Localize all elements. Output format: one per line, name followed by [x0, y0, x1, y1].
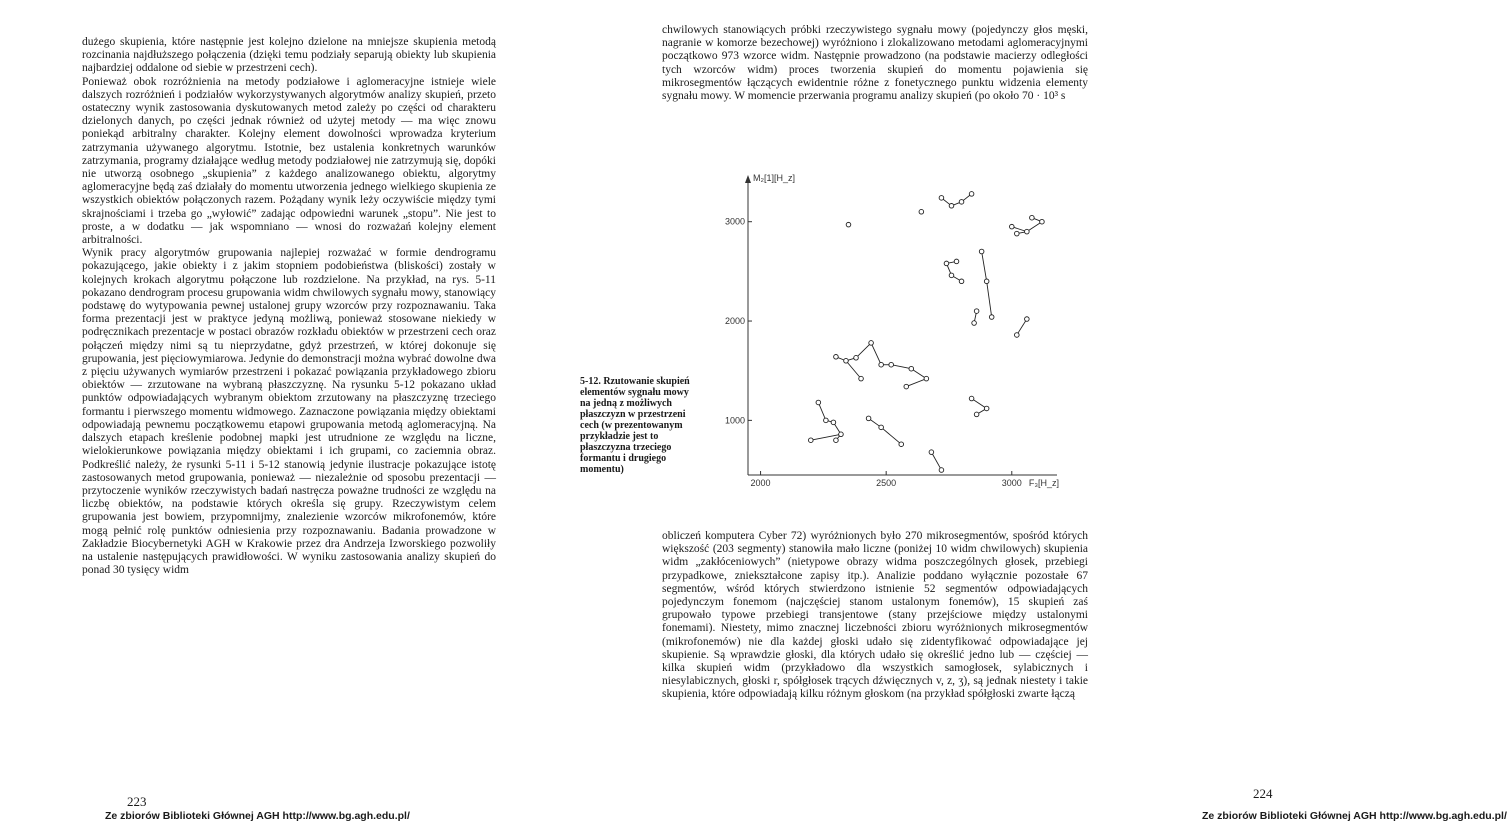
- scatter-figure: [712, 165, 1072, 490]
- data-point: [1030, 215, 1035, 220]
- data-point: [972, 321, 977, 326]
- data-point: [974, 412, 979, 417]
- right-page-number: 224: [1253, 786, 1273, 801]
- data-point: [1025, 229, 1030, 234]
- data-point: [954, 259, 959, 264]
- left-page-number: 223: [127, 794, 147, 809]
- data-point: [824, 418, 829, 423]
- x-tick-label: 2500: [876, 478, 897, 488]
- right-page-top-text: [662, 24, 1088, 103]
- cluster-edges: [811, 194, 1042, 470]
- cluster-link: [931, 452, 941, 470]
- data-point: [889, 362, 894, 367]
- right-page-bottom-text: [662, 530, 1088, 702]
- data-point: [1025, 317, 1030, 322]
- left-page-text: [82, 36, 496, 577]
- data-point: [959, 279, 964, 284]
- data-point: [944, 261, 949, 266]
- data-point: [924, 376, 929, 381]
- data-point: [904, 384, 909, 389]
- data-point: [869, 341, 874, 346]
- cluster-link: [881, 427, 901, 444]
- cluster-link: [846, 361, 861, 379]
- data-point: [1009, 224, 1014, 229]
- y-tick-label: 3000: [724, 216, 745, 227]
- cluster-link: [856, 343, 871, 358]
- data-point: [929, 450, 934, 455]
- data-point: [949, 204, 954, 209]
- x-tick-label: 3000: [1001, 478, 1022, 488]
- right-page-footer: Ze zbiorów Biblioteki Głównej AGH http://www.bg.agh.edu.pl/: [1202, 810, 1507, 822]
- data-point: [866, 416, 871, 421]
- x-tick-label: 2000: [750, 478, 771, 488]
- left-paragraph-3: Wynik pracy algorytmów grupowania najlepiej rozważać w formie dendrogramu pokazującego, jakie obiekty i z jakim stopniem podobieństwa (bliskości) zostały w kolejnych krokach algorytmu połączone lub rozdzielone. Na przykład, na rys. 5-11 pokazano dendrogram procesu grupowania widm chwilowych sygnału mowy, stanowiący podstawę do wytypowania pewnej ustalonej grupy wzorców przy rozpoznawaniu. Taka forma prezentacji jest w praktyce jedyną możliwą, ponieważ stosowane niekiedy w podręcznikach prezentacje w postaci obrazów rozkładu obiektów w przestrzeni cech oraz połączeń między nimi są tu nieprzydatne, gdyż przestrzeń, w której dokonuje się grupowania, jest pięciowymiarowa. Jedynie do demonstracji można wybrać dowolne dwa z pięciu używanych wymiarów przestrzeni i pokazać powiązania przykładowego zbioru obiektów — zrzutowane na wybraną płaszczyznę. Na rysunku 5-12 pokazano układ punktów odpowiadających wybranym obiektom zrzutowany na płaszczyznę trzeciego formantu i pierwszego momentu widmowego. Zaznaczone powiązania między obiektami odpowiadają pewnemu początkowemu etapowi grupowania metodą aglomeracyjną. Na dalszych etapach kreślenie podobnej mapki jest utrudnione ze względu na liczne, wielokierunkowe powiązania między obiektami i ich grupami, co zaciemnia obraz. Podkreślić należy, że rysunki 5-11 i 5-12 stanowią jedynie ilustracje pokazujące istotę zastosowanych metod grupowania, ponieważ — niezależnie od sposobu prezentacji — przytoczenie wyników rzeczywistych badań nastręcza poważne trudności ze względu na liczbę obiektów, na podstawie których określa się grupy. Rzeczywistym celem grupowania jest bowiem, przypomnijmy, znalezienie wzorców mikrofonemów, które mogą pełnić rolę punktów odniesienia przy rozpoznawaniu. Badania prowadzone w Zakładzie Biocybernetyki AGH w Krakowie przez dra Andrzeja Izworskiego pozwoliły na ustalenie następujących prawidłowości. W wyniku zastosowania analizy skupień do ponad 30 tysięcy widm: [82, 247, 496, 577]
- figure-axes: [745, 175, 1057, 475]
- cluster-link: [982, 252, 987, 282]
- data-point: [984, 279, 989, 284]
- left-paragraph-2: Ponieważ obok rozróżnienia na metody podziałowe i aglomeracyjne istnieje wiele dalszych rozróżnień i podziałów wykorzystywanych algorytmów analizy skupień, przeto ostateczny wynik zastosowania dyskutowanych metod zależy po części od charakteru dzielonych danych, po części jednak również od użytej metody — ma więc znowu poniekąd arbitralny charakter. Kolejny element dowolności wprowadza kryterium zatrzymania używanego algorytmu. Istotnie, bez ustalenia konkretnych warunków zatrzymania, programy działające według metody podziałowej nie zatrzymują się, dopóki nie utworzą osobnego „skupienia” z każdego analizowanego obiektu, algorytmy aglomeracyjne będą zaś działały do momentu utworzenia jednego wielkiego skupienia ze wszystkich obiektów połączonych razem. Pożądany wynik leży oczywiście między tymi skrajnościami i trzeba go „wyłowić” zadając odpowiedni warunek „stopu”. Nie jest to proste, a w dodatku — jak wspomniano — wnosi do rozważań kolejny element arbitralności.: [82, 75, 496, 247]
- data-point: [831, 420, 836, 425]
- cluster-points: [809, 192, 1045, 473]
- cluster-link: [818, 402, 826, 420]
- data-point: [939, 468, 944, 473]
- data-point: [899, 442, 904, 447]
- data-point: [969, 396, 974, 401]
- data-point: [959, 200, 964, 205]
- data-point: [984, 406, 989, 411]
- data-point: [809, 438, 814, 443]
- left-page: [0, 0, 550, 829]
- y-tick-label: 2000: [724, 316, 745, 327]
- data-point: [1015, 231, 1020, 236]
- right-paragraph-top: chwilowych stanowiących próbki rzeczywistego sygnału mowy (pojedynczy głos męski, nagranie w komorze bezechowej) wyróżniono i zlokalizowano metodami aglomeracyjnymi początkowo 973 wzorce widm. Następnie prowadzono (na podstawie macierzy odległości tych wzorców widm) proces tworzenia skupień do momentu pojawienia się mikrosegmentów łączących ewidentnie różne z fonetycznego punktu widzenia elementy sygnału mowy. W momencie przerwania programu analizy skupień (po około 70 · 10³ s: [662, 24, 1088, 103]
- data-point: [974, 309, 979, 314]
- data-point: [1040, 219, 1045, 224]
- data-point: [879, 362, 884, 367]
- data-point: [909, 366, 914, 371]
- y-axis-arrow: [745, 175, 751, 183]
- data-point: [969, 192, 974, 197]
- data-point: [834, 354, 839, 359]
- data-point: [844, 358, 849, 363]
- data-point: [979, 249, 984, 254]
- cluster-link: [891, 365, 911, 369]
- data-point: [834, 438, 839, 443]
- y-axis-label: M₂[1][H_z]: [753, 173, 796, 183]
- data-point: [919, 209, 924, 214]
- data-point: [846, 222, 851, 227]
- cluster-link: [1017, 319, 1027, 335]
- left-paragraph-1: dużego skupienia, które następnie jest kolejno dzielone na mniejsze skupienia metodą rozcinania najdłuższego połączenia (dzięki temu podziały separują obiekty lub skupienia najbardziej oddalone od siebie w przestrzeni cech).: [82, 36, 496, 75]
- data-point: [989, 315, 994, 320]
- cluster-link: [987, 281, 992, 317]
- x-axis-label: F₃[H_z]: [1028, 478, 1059, 488]
- y-tick-label: 1000: [724, 415, 745, 426]
- data-point: [949, 273, 954, 278]
- axis-labels: [725, 173, 1059, 488]
- data-point: [859, 376, 864, 381]
- data-point: [839, 432, 844, 437]
- right-paragraph-bottom: obliczeń komputera Cyber 72) wyróżnionych było 270 mikrosegmentów, spośród których większość (203 segmenty) stanowiła mało liczne (poniżej 10 widm chwilowych) skupienia widm „zakłóceniowych” (nietypowe obrazy widma poszczególnych głosek, przebiegi przypadkowe, zniekształcone zapisy itp.). Analizie poddano wyłącznie pozostałe 67 segmentów, wśród których stwierdzono istnienie 52 segmentów odpowiadających pojedynczym fonemom (najczęściej stanom ustalonym fonemów), 15 skupień zaś grupowało typowe przebiegi transjentowe (stany przejściowe między ustalonymi fonemami). Niestety, mimo znacznej liczebności zbioru wyróżnionych mikrosegmentów (mikrofonemów) nie dla każdej głoski udało się zidentyfikować odpowiadające jej skupienie. Są wprawdzie głoski, dla których udało się określić jedno lub — częściej — kilka skupień widm (przykładowo dla wszystkich samogłosek, sylabicznych i niesylabicznych, głoski r, spółgłosek trących dźwięcznych v, z, ʒ), są jednak niestety i takie skupienia, które odpowiadają kilku różnym głoskom (na przykład spółgłoski zwarte łączą: [662, 530, 1088, 701]
- figure-caption: 5-12. Rzutowanie skupień elementów sygnału mowy na jedną z możliwych płaszczyzn w przestrzeni cech (w prezentowanym przykładzie jest to płaszczyzna trzeciego formantu i drugiego momentu): [580, 376, 690, 475]
- cluster-link: [871, 343, 881, 365]
- cluster-link: [906, 379, 926, 387]
- data-point: [854, 355, 859, 360]
- data-point: [939, 196, 944, 201]
- data-point: [1015, 333, 1020, 338]
- left-page-footer: Ze zbiorów Biblioteki Głównej AGH http://www.bg.agh.edu.pl/: [105, 810, 410, 822]
- data-point: [816, 400, 821, 405]
- data-point: [879, 425, 884, 430]
